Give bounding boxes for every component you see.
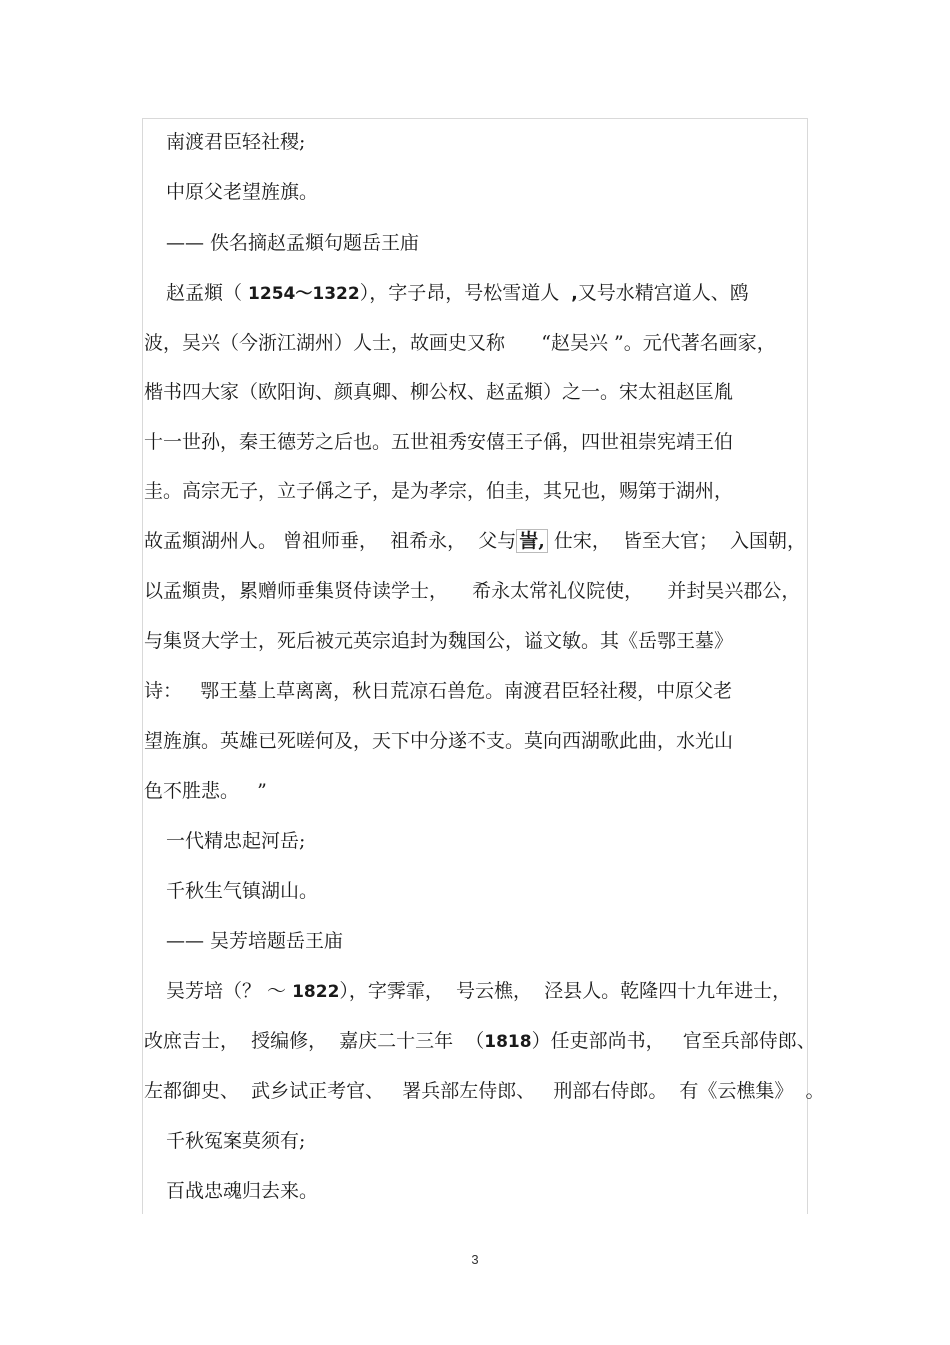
text-line: 千秋生气镇湖山。	[166, 880, 319, 902]
text-line: —— 吴芳培题岳王庙	[166, 930, 344, 952]
text-line: 与集贤大学士，死后被元英宗追封为魏国公，谥文敏。其《岳鄂王墓》	[144, 630, 734, 652]
text-line: —— 佚名摘赵孟頫句题岳王庙	[166, 232, 420, 254]
text-line: 圭。高宗无子，立子偁之子，是为孝宗，伯圭，其兄也，赐第于湖州，	[144, 480, 734, 502]
text-segment: 訔,	[516, 529, 548, 553]
text-line: 色不胜悲。 ”	[144, 780, 267, 802]
text-line: 以孟頫贵，累赠师垂集贤侍读学士， 希永太常礼仪院使， 并封吴兴郡公，	[144, 580, 801, 602]
text-line: 波，吴兴（今浙江湖州）人士，故画史又称 “赵吴兴 ”。元代著名画家，	[144, 332, 776, 354]
text-line: 楷书四大家（欧阳询、颜真卿、柳公权、赵孟頫）之一。宋太祖赵匡胤	[144, 381, 734, 403]
text-line: 左都御史、 武乡试正考官、 署兵部左侍郎、 刑部右侍郎。 有《云樵集》 。	[144, 1080, 825, 1102]
text-line: 一代精忠起河岳;	[166, 830, 306, 852]
text-segment: 又号水精宫道人、鸥	[577, 282, 749, 304]
text-segment: 赵孟頫（	[166, 282, 249, 304]
text-line	[166, 276, 950, 310]
text-line: 十一世孙，秦王德芳之后也。五世祖秀安僖王子偁，四世祖崇宪靖王伯	[144, 431, 734, 453]
text-segment: 仕宋， 皆至大官； 入国朝，	[547, 530, 807, 552]
text-segment: 吴芳培（？ ～	[166, 980, 293, 1002]
text-line: 望旌旗。英雄已死嗟何及，天下中分遂不支。莫向西湖歌此曲，水光山	[144, 730, 734, 752]
text-line	[144, 524, 950, 558]
text-segment: 故孟頫湖州人。 曾祖师垂， 祖希永， 父与	[144, 530, 517, 552]
text-line: 中原父老望旌旗。	[166, 181, 319, 203]
text-line	[166, 974, 950, 1008]
text-line: 诗： 鄂王墓上草离离，秋日荒凉石兽危。南渡君臣轻社稷，中原父老	[144, 680, 733, 702]
text-line: 南渡君臣轻社稷;	[166, 131, 306, 153]
page-number: 3	[471, 1252, 479, 1267]
text-segment: 1822	[292, 982, 340, 1002]
text-line	[144, 1024, 950, 1058]
text-segment: ,	[571, 284, 578, 304]
text-segment: ），字霁霏， 号云樵， 泾县人。乾隆四十九年进士，	[339, 980, 792, 1002]
text-line: 千秋冤案莫须有;	[166, 1130, 306, 1152]
text-segment: 1818	[484, 1032, 532, 1052]
text-segment: 1254～1322	[248, 284, 360, 304]
text-segment: 改庶吉士， 授编修， 嘉庆二十三年 （	[144, 1030, 485, 1052]
text-segment: ），字子昂，号松雪道人	[359, 282, 572, 304]
text-line: 百战忠魂归去来。	[166, 1180, 319, 1202]
text-segment: ）任吏部尚书， 官至兵部侍郎、	[531, 1030, 816, 1052]
